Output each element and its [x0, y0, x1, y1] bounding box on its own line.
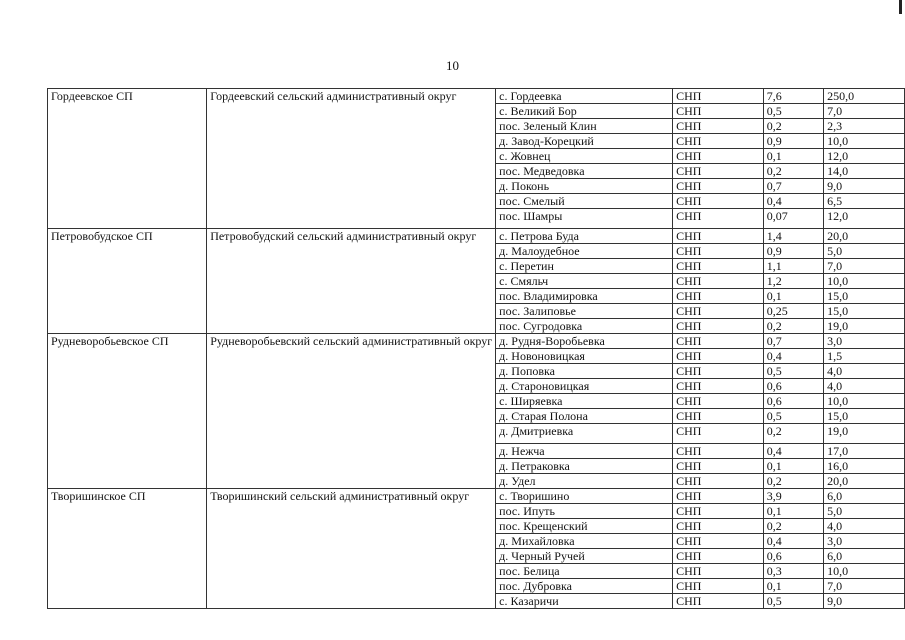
- settlement-name: д. Поповка: [496, 364, 673, 379]
- settlements-table: [47, 88, 905, 609]
- value-b: 1,5: [824, 349, 905, 364]
- settlement-name: с. Гордеевка: [496, 89, 673, 104]
- value-b: 4,0: [824, 379, 905, 394]
- settlement-type: СНП: [673, 409, 764, 424]
- value-b: 10,0: [824, 134, 905, 149]
- value-a: 1,4: [763, 229, 823, 244]
- value-a: 0,4: [763, 534, 823, 549]
- value-b: 6,0: [824, 489, 905, 504]
- settlement-name: пос. Дубровка: [496, 579, 673, 594]
- settlement-name: д. Новоновицкая: [496, 349, 673, 364]
- settlement-type: СНП: [673, 304, 764, 319]
- settlement-name: д. Михайловка: [496, 534, 673, 549]
- settlement-name: пос. Зеленый Клин: [496, 119, 673, 134]
- value-a: 0,9: [763, 244, 823, 259]
- value-a: 0,7: [763, 334, 823, 349]
- value-b: 15,0: [824, 289, 905, 304]
- value-a: 0,6: [763, 394, 823, 409]
- settlement-type: СНП: [673, 164, 764, 179]
- value-b: 20,0: [824, 474, 905, 489]
- settlement-type: СНП: [673, 89, 764, 104]
- settlement-type: СНП: [673, 489, 764, 504]
- value-b: 3,0: [824, 334, 905, 349]
- value-a: 0,3: [763, 564, 823, 579]
- settlement-name: с. Смяльч: [496, 274, 673, 289]
- settlement-type: СНП: [673, 104, 764, 119]
- value-b: 2,3: [824, 119, 905, 134]
- settlement-name: с. Творишино: [496, 489, 673, 504]
- value-b: 19,0: [824, 424, 905, 444]
- settlement-name: пос. Смелый: [496, 194, 673, 209]
- settlement-type: СНП: [673, 349, 764, 364]
- value-b: 15,0: [824, 409, 905, 424]
- value-b: 15,0: [824, 304, 905, 319]
- value-a: 0,2: [763, 424, 823, 444]
- admin-district-name: Рудневоробьевский сельский административный округ: [207, 334, 496, 489]
- table-row: [48, 489, 905, 504]
- value-b: 7,0: [824, 104, 905, 119]
- value-a: 0,07: [763, 209, 823, 229]
- settlement-name: пос. Залиповье: [496, 304, 673, 319]
- municipality-name: Творишинское СП: [48, 489, 207, 609]
- settlement-name: пос. Медведовка: [496, 164, 673, 179]
- value-a: 0,2: [763, 319, 823, 334]
- value-a: 0,2: [763, 519, 823, 534]
- admin-district-name: Петровобудский сельский административный округ: [207, 229, 496, 334]
- settlement-name: д. Староновицкая: [496, 379, 673, 394]
- settlement-name: д. Удел: [496, 474, 673, 489]
- settlement-name: д. Завод-Корецкий: [496, 134, 673, 149]
- settlement-type: СНП: [673, 274, 764, 289]
- settlement-type: СНП: [673, 134, 764, 149]
- value-a: 0,5: [763, 409, 823, 424]
- settlement-name: пос. Владимировка: [496, 289, 673, 304]
- value-b: 9,0: [824, 594, 905, 609]
- settlement-type: СНП: [673, 394, 764, 409]
- value-a: 0,2: [763, 164, 823, 179]
- value-b: 7,0: [824, 579, 905, 594]
- settlement-name: д. Рудня-Воробьевка: [496, 334, 673, 349]
- value-b: 5,0: [824, 244, 905, 259]
- settlement-type: СНП: [673, 519, 764, 534]
- page-number: 10: [446, 58, 459, 73]
- table-row: [48, 89, 905, 104]
- value-a: 0,5: [763, 364, 823, 379]
- settlement-type: СНП: [673, 459, 764, 474]
- settlement-name: пос. Белица: [496, 564, 673, 579]
- admin-district-name: Гордеевский сельский административный округ: [207, 89, 496, 229]
- value-a: 0,6: [763, 379, 823, 394]
- scan-edge-mark: [899, 0, 902, 14]
- value-b: 10,0: [824, 274, 905, 289]
- value-b: 5,0: [824, 504, 905, 519]
- settlement-name: пос. Шамры: [496, 209, 673, 229]
- value-a: 0,4: [763, 194, 823, 209]
- value-a: 3,9: [763, 489, 823, 504]
- value-b: 16,0: [824, 459, 905, 474]
- municipality-name: Петровобудское СП: [48, 229, 207, 334]
- value-b: 250,0: [824, 89, 905, 104]
- admin-district-name: Творишинский сельский административный округ: [207, 489, 496, 609]
- settlement-type: СНП: [673, 194, 764, 209]
- value-a: 0,5: [763, 594, 823, 609]
- value-a: 0,9: [763, 134, 823, 149]
- value-b: 12,0: [824, 209, 905, 229]
- settlement-type: СНП: [673, 149, 764, 164]
- settlement-name: с. Казаричи: [496, 594, 673, 609]
- value-a: 0,1: [763, 504, 823, 519]
- value-b: 6,0: [824, 549, 905, 564]
- value-a: 0,1: [763, 459, 823, 474]
- value-b: 9,0: [824, 179, 905, 194]
- settlement-name: д. Нежча: [496, 444, 673, 459]
- settlement-name: д. Малоудебное: [496, 244, 673, 259]
- value-b: 20,0: [824, 229, 905, 244]
- municipality-name: Гордеевское СП: [48, 89, 207, 229]
- value-a: 0,2: [763, 474, 823, 489]
- value-b: 10,0: [824, 394, 905, 409]
- settlement-type: СНП: [673, 549, 764, 564]
- settlement-name: с. Великий Бор: [496, 104, 673, 119]
- value-a: 1,1: [763, 259, 823, 274]
- settlement-name: д. Старая Полона: [496, 409, 673, 424]
- settlement-type: СНП: [673, 594, 764, 609]
- settlement-type: СНП: [673, 244, 764, 259]
- settlement-type: СНП: [673, 289, 764, 304]
- settlement-name: д. Петраковка: [496, 459, 673, 474]
- settlement-type: СНП: [673, 119, 764, 134]
- settlement-name: пос. Крещенский: [496, 519, 673, 534]
- settlement-name: с. Жовнец: [496, 149, 673, 164]
- settlement-type: СНП: [673, 179, 764, 194]
- value-a: 0,6: [763, 549, 823, 564]
- settlement-type: СНП: [673, 564, 764, 579]
- settlement-type: СНП: [673, 444, 764, 459]
- value-a: 0,25: [763, 304, 823, 319]
- settlement-name: с. Ширяевка: [496, 394, 673, 409]
- settlement-type: СНП: [673, 319, 764, 334]
- table-row: [48, 229, 905, 244]
- value-a: 0,7: [763, 179, 823, 194]
- value-a: 0,4: [763, 349, 823, 364]
- settlement-type: СНП: [673, 504, 764, 519]
- settlement-name: с. Перетин: [496, 259, 673, 274]
- value-a: 0,5: [763, 104, 823, 119]
- settlement-type: СНП: [673, 579, 764, 594]
- value-b: 4,0: [824, 519, 905, 534]
- value-a: 7,6: [763, 89, 823, 104]
- settlement-type: СНП: [673, 259, 764, 274]
- value-a: 0,1: [763, 289, 823, 304]
- value-b: 14,0: [824, 164, 905, 179]
- value-b: 7,0: [824, 259, 905, 274]
- value-a: 0,2: [763, 119, 823, 134]
- settlement-name: пос. Сугродовка: [496, 319, 673, 334]
- settlement-name: д. Черный Ручей: [496, 549, 673, 564]
- settlement-name: д. Дмитриевка: [496, 424, 673, 444]
- value-a: 0,4: [763, 444, 823, 459]
- value-b: 6,5: [824, 194, 905, 209]
- value-b: 12,0: [824, 149, 905, 164]
- settlement-type: СНП: [673, 209, 764, 229]
- settlement-type: СНП: [673, 364, 764, 379]
- settlement-type: СНП: [673, 334, 764, 349]
- value-b: 19,0: [824, 319, 905, 334]
- municipality-name: Рудневоробьевское СП: [48, 334, 207, 489]
- value-a: 1,2: [763, 274, 823, 289]
- settlement-type: СНП: [673, 379, 764, 394]
- settlement-type: СНП: [673, 424, 764, 444]
- table-row: [48, 334, 905, 349]
- settlement-name: с. Петрова Буда: [496, 229, 673, 244]
- settlement-type: СНП: [673, 229, 764, 244]
- settlement-name: пос. Ипуть: [496, 504, 673, 519]
- settlement-name: д. Поконь: [496, 179, 673, 194]
- value-b: 17,0: [824, 444, 905, 459]
- settlement-type: СНП: [673, 474, 764, 489]
- value-b: 10,0: [824, 564, 905, 579]
- settlement-type: СНП: [673, 534, 764, 549]
- value-b: 4,0: [824, 364, 905, 379]
- value-a: 0,1: [763, 579, 823, 594]
- value-a: 0,1: [763, 149, 823, 164]
- value-b: 3,0: [824, 534, 905, 549]
